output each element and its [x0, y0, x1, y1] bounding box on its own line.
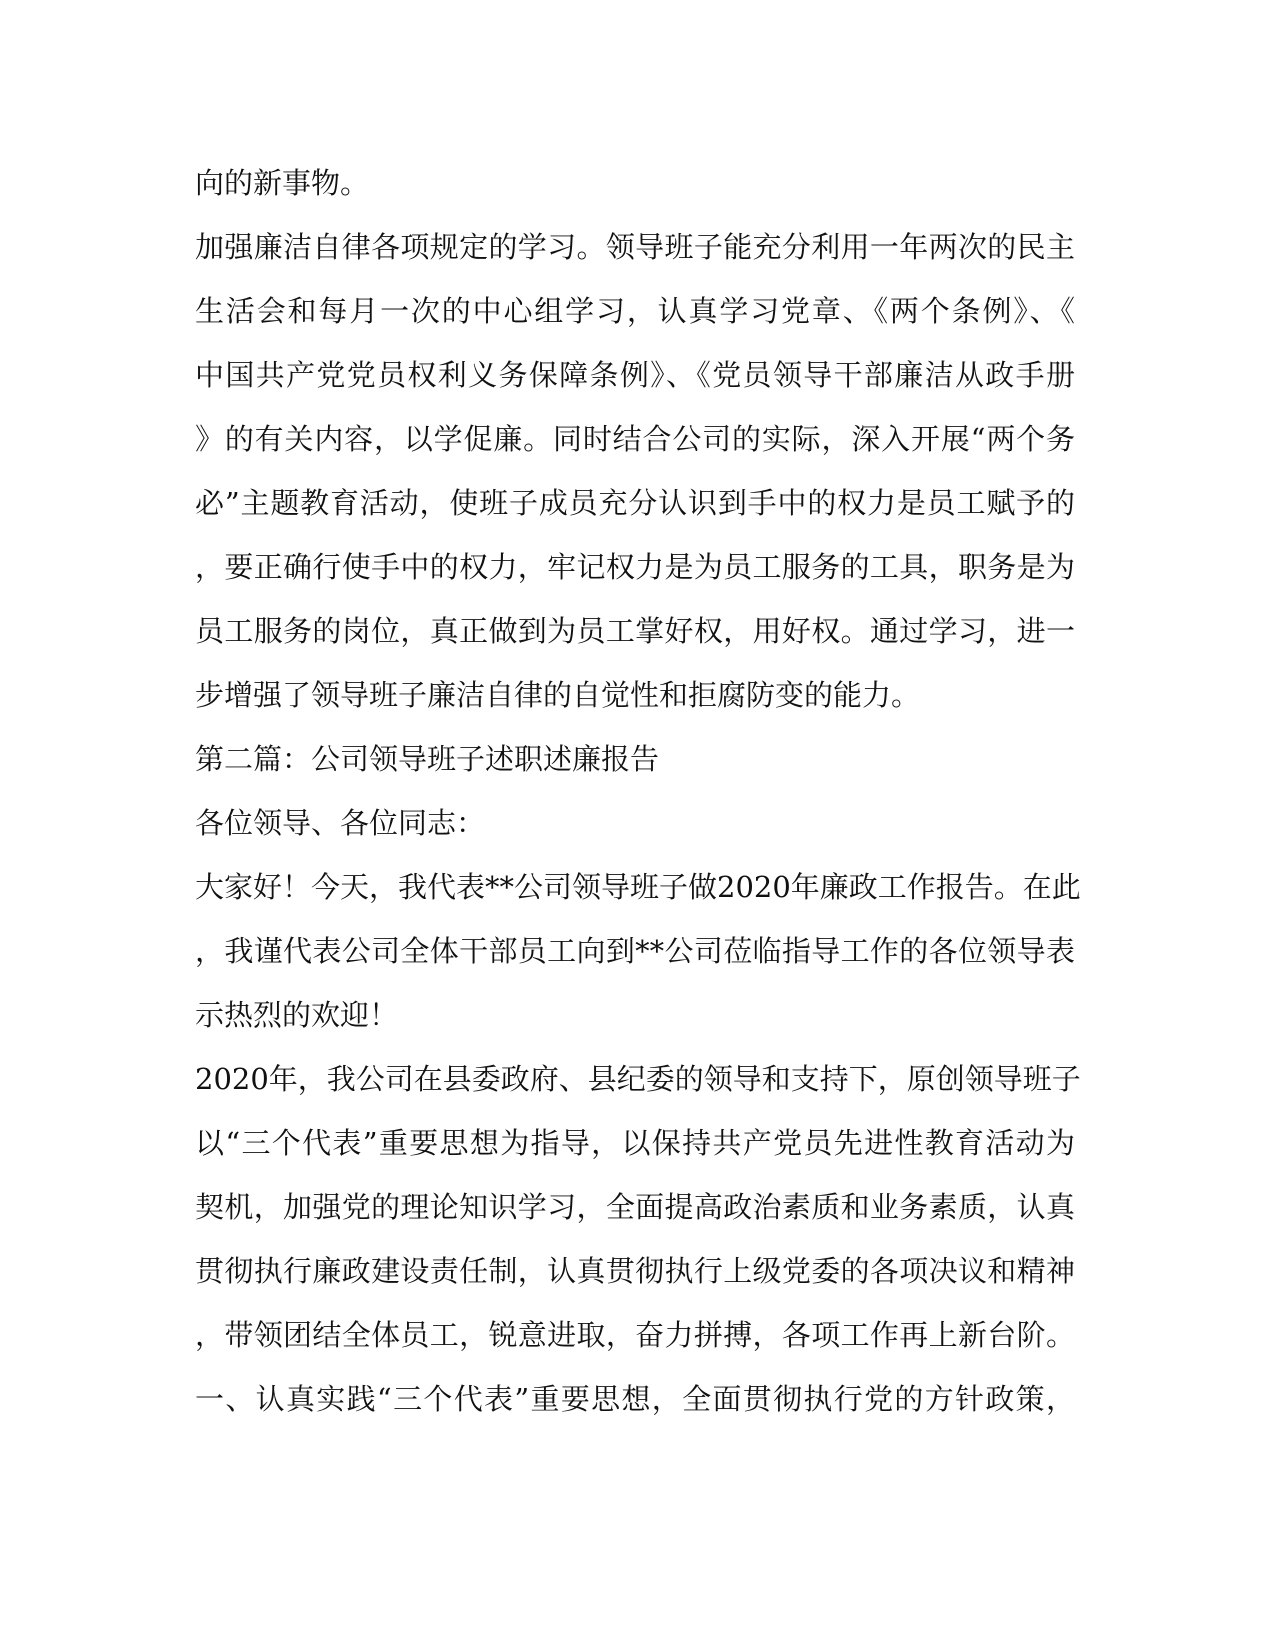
text-line: 生活会和每月一次的中心组学习，认真学习党章、《两个条例》、《 — [195, 294, 1075, 328]
text-line: 向的新事物。 — [195, 166, 370, 200]
text-line: 》的有关内容，以学促廉。同时结合公司的实际，深入开展“两个务 — [195, 422, 1075, 456]
text-line: 2020年，我公司在县委政府、县纪委的领导和支持下，原创领导班子 — [195, 1062, 1081, 1096]
salutation: 各位领导、各位同志： — [195, 806, 486, 840]
text-line: 契机，加强党的理论知识学习，全面提高政治素质和业务素质，认真 — [195, 1190, 1075, 1224]
text-line: 步增强了领导班子廉洁自律的自觉性和拒腐防变的能力。 — [195, 678, 921, 712]
document-body — [195, 151, 1081, 1431]
text-line: 中国共产党党员权利义务保障条例》、《党员领导干部廉洁从政手册 — [195, 358, 1075, 392]
text-line: 员工服务的岗位，真正做到为员工掌好权，用好权。通过学习，进一 — [195, 614, 1075, 648]
text-line: 大家好！今天，我代表**公司领导班子做2020年廉政工作报告。在此 — [195, 870, 1081, 904]
text-line: 示热烈的欢迎！ — [195, 998, 399, 1032]
section-heading: 第二篇：公司领导班子述职述廉报告 — [195, 742, 660, 776]
text-line: 一、认真实践“三个代表”重要思想，全面贯彻执行党的方针政策， — [195, 1382, 1075, 1416]
text-line: 以“三个代表”重要思想为指导，以保持共产党员先进性教育活动为 — [195, 1126, 1075, 1160]
text-line: ，要正确行使手中的权力，牢记权力是为员工服务的工具，职务是为 — [195, 550, 1075, 584]
text-line: ，我谨代表公司全体干部员工向到**公司莅临指导工作的各位领导表 — [195, 934, 1075, 968]
text-line: 必”主题教育活动，使班子成员充分认识到手中的权力是员工赋予的 — [195, 486, 1075, 520]
text-line: ，带领团结全体员工，锐意进取，奋力拼搏，各项工作再上新台阶。 — [195, 1318, 1075, 1352]
text-line: 加强廉洁自律各项规定的学习。领导班子能充分利用一年两次的民主 — [195, 230, 1075, 264]
text-line: 贯彻执行廉政建设责任制，认真贯彻执行上级党委的各项决议和精神 — [195, 1254, 1075, 1288]
